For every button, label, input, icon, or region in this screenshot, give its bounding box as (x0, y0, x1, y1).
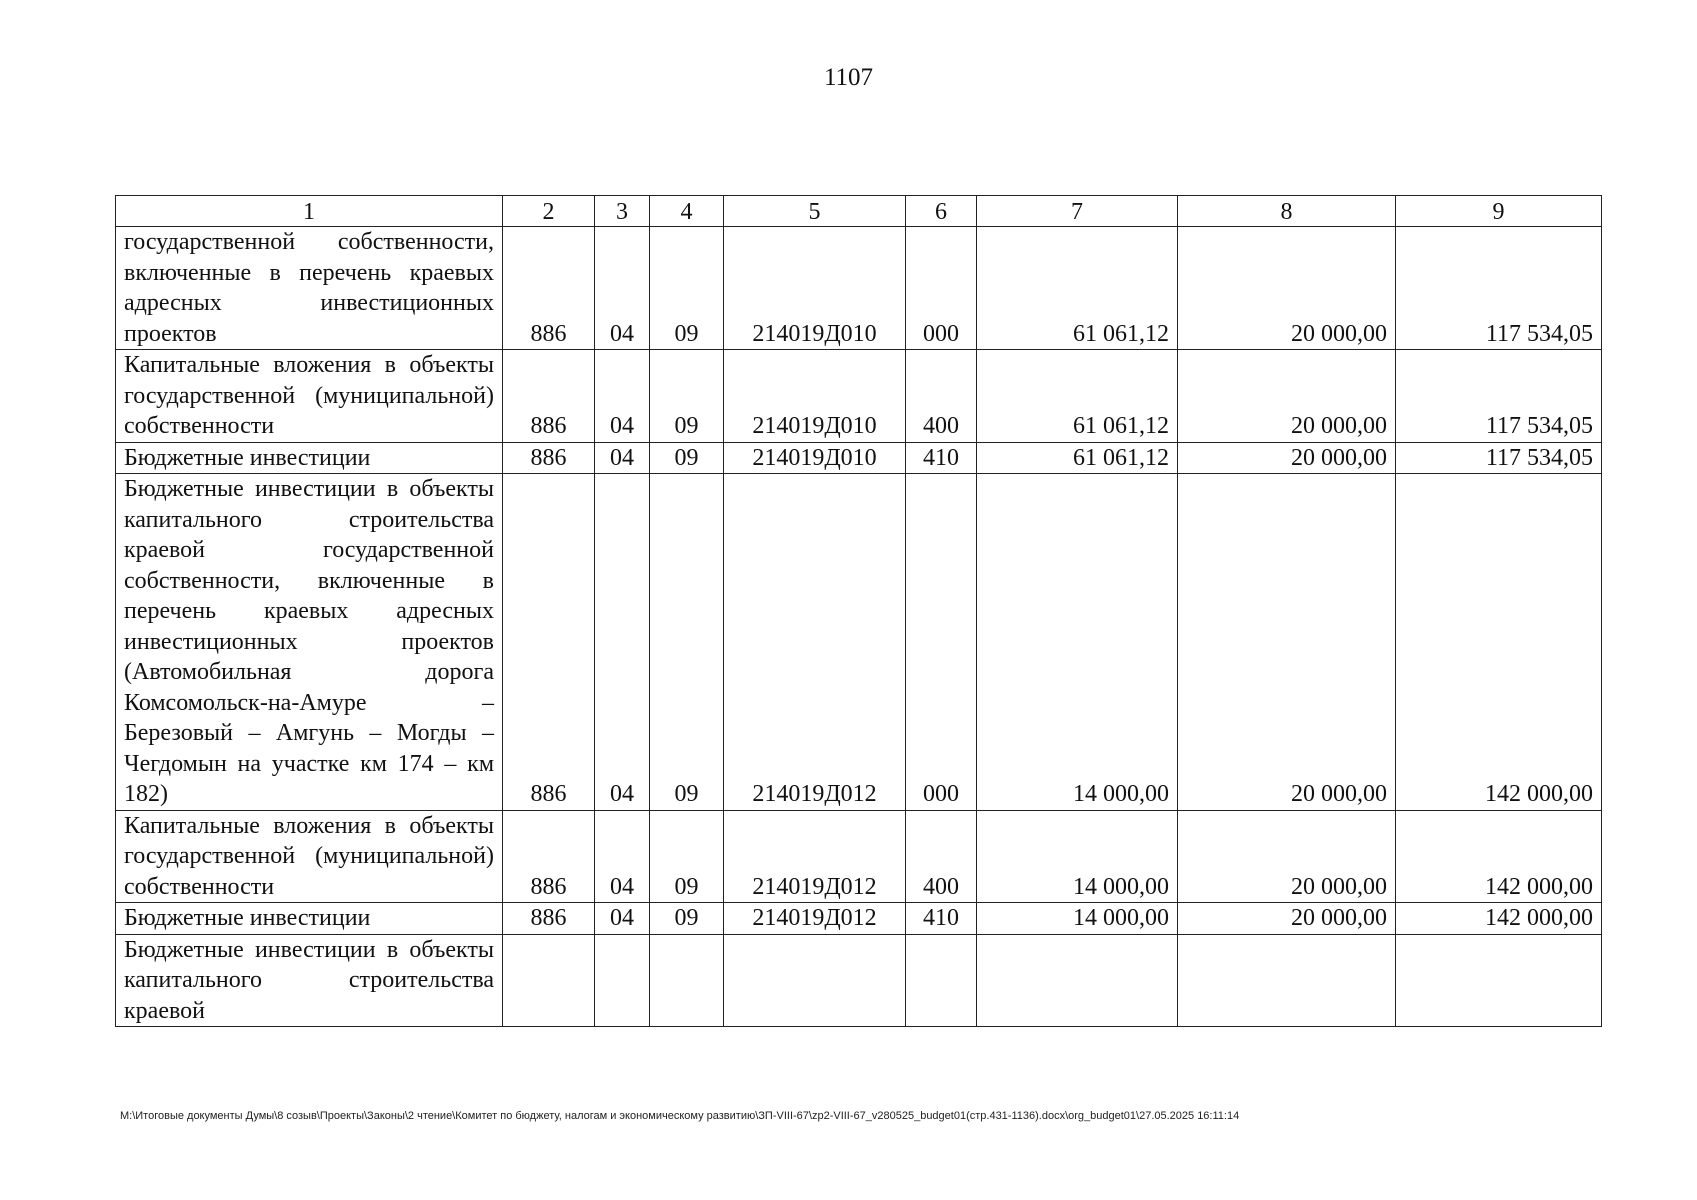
cell-section (595, 934, 650, 1027)
cell-expense-type: 000 (906, 227, 977, 350)
column-header-1: 1 (116, 196, 503, 227)
row-description: Капитальные вложения в объекты государственной (муниципальной) собственности (116, 810, 503, 903)
cell-ministry-code: 886 (503, 350, 595, 443)
cell-amount-col7: 14 000,00 (977, 810, 1178, 903)
cell-amount-col7: 61 061,12 (977, 350, 1178, 443)
table-body (116, 227, 1602, 1027)
cell-ministry-code (503, 934, 595, 1027)
cell-section: 04 (595, 903, 650, 935)
cell-amount-col9 (1396, 934, 1602, 1027)
row-description: государственной собственности, включенные в перечень краевых адресных инвестиционных проектов (116, 227, 503, 350)
cell-amount-col8: 20 000,00 (1178, 903, 1396, 935)
table-row (116, 810, 1602, 903)
cell-expense-type: 400 (906, 810, 977, 903)
cell-amount-col9: 117 534,05 (1396, 227, 1602, 350)
table-row (116, 442, 1602, 474)
cell-ministry-code: 886 (503, 474, 595, 811)
cell-amount-col8: 20 000,00 (1178, 474, 1396, 811)
cell-amount-col8: 20 000,00 (1178, 810, 1396, 903)
cell-section: 04 (595, 810, 650, 903)
column-header-7: 7 (977, 196, 1178, 227)
cell-amount-col9: 117 534,05 (1396, 350, 1602, 443)
cell-subsection: 09 (650, 350, 724, 443)
column-header-3: 3 (595, 196, 650, 227)
column-header-2: 2 (503, 196, 595, 227)
table-row (116, 903, 1602, 935)
cell-amount-col7: 14 000,00 (977, 474, 1178, 811)
cell-section: 04 (595, 442, 650, 474)
column-header-4: 4 (650, 196, 724, 227)
column-header-5: 5 (724, 196, 906, 227)
cell-section: 04 (595, 474, 650, 811)
cell-subsection: 09 (650, 810, 724, 903)
cell-amount-col8: 20 000,00 (1178, 442, 1396, 474)
page-number: 1107 (823, 64, 874, 91)
table-header (116, 196, 1602, 227)
cell-expense-type: 000 (906, 474, 977, 811)
column-header-6: 6 (906, 196, 977, 227)
cell-target-article: 214019Д010 (724, 227, 906, 350)
cell-subsection: 09 (650, 903, 724, 935)
cell-amount-col9: 142 000,00 (1396, 903, 1602, 935)
cell-amount-col7: 61 061,12 (977, 442, 1178, 474)
cell-amount-col9: 142 000,00 (1396, 474, 1602, 811)
cell-expense-type (906, 934, 977, 1027)
cell-target-article: 214019Д012 (724, 903, 906, 935)
cell-subsection: 09 (650, 442, 724, 474)
footer-file-path: M:\Итоговые документы Думы\8 созыв\Проекты\Законы\2 чтение\Комитет по бюджету, налогам и экономическому развитию\ЗП-VIII-67\zp2-VIII-67_v280525_budget01(стр.431-1136).docx\org_budget01\27.05.2025 16:11:14 (120, 1110, 1240, 1122)
cell-ministry-code: 886 (503, 227, 595, 350)
cell-amount-col7: 14 000,00 (977, 903, 1178, 935)
cell-target-article: 214019Д010 (724, 350, 906, 443)
cell-subsection: 09 (650, 227, 724, 350)
table-row (116, 227, 1602, 350)
cell-ministry-code: 886 (503, 442, 595, 474)
header-row (116, 196, 1602, 227)
table-row (116, 350, 1602, 443)
column-header-8: 8 (1178, 196, 1396, 227)
cell-target-article: 214019Д012 (724, 810, 906, 903)
row-description: Бюджетные инвестиции в объекты капитального строительства краевой государственной собственности, включенные в перечень краевых адресных инвестиционных проектов (Автомобильная дорога Комсомольск-на-Амуре – Березовый – Амгунь – Могды – Чегдомын на участке км 174 – км 182) (116, 474, 503, 811)
row-description: Капитальные вложения в объекты государственной (муниципальной) собственности (116, 350, 503, 443)
table-row (116, 474, 1602, 811)
cell-amount-col9: 117 534,05 (1396, 442, 1602, 474)
cell-section: 04 (595, 227, 650, 350)
cell-subsection (650, 934, 724, 1027)
budget-table (115, 195, 1602, 1027)
cell-expense-type: 400 (906, 350, 977, 443)
cell-ministry-code: 886 (503, 810, 595, 903)
row-description: Бюджетные инвестиции (116, 903, 503, 935)
cell-target-article (724, 934, 906, 1027)
cell-amount-col8: 20 000,00 (1178, 350, 1396, 443)
cell-amount-col8: 20 000,00 (1178, 227, 1396, 350)
column-header-9: 9 (1396, 196, 1602, 227)
cell-amount-col7: 61 061,12 (977, 227, 1178, 350)
cell-ministry-code: 886 (503, 903, 595, 935)
table-row (116, 934, 1602, 1027)
cell-expense-type: 410 (906, 442, 977, 474)
cell-section: 04 (595, 350, 650, 443)
cell-target-article: 214019Д010 (724, 442, 906, 474)
row-description: Бюджетные инвестиции (116, 442, 503, 474)
cell-amount-col8 (1178, 934, 1396, 1027)
cell-target-article: 214019Д012 (724, 474, 906, 811)
row-description: Бюджетные инвестиции в объекты капитального строительства краевой (116, 934, 503, 1027)
cell-expense-type: 410 (906, 903, 977, 935)
cell-amount-col9: 142 000,00 (1396, 810, 1602, 903)
cell-amount-col7 (977, 934, 1178, 1027)
cell-subsection: 09 (650, 474, 724, 811)
